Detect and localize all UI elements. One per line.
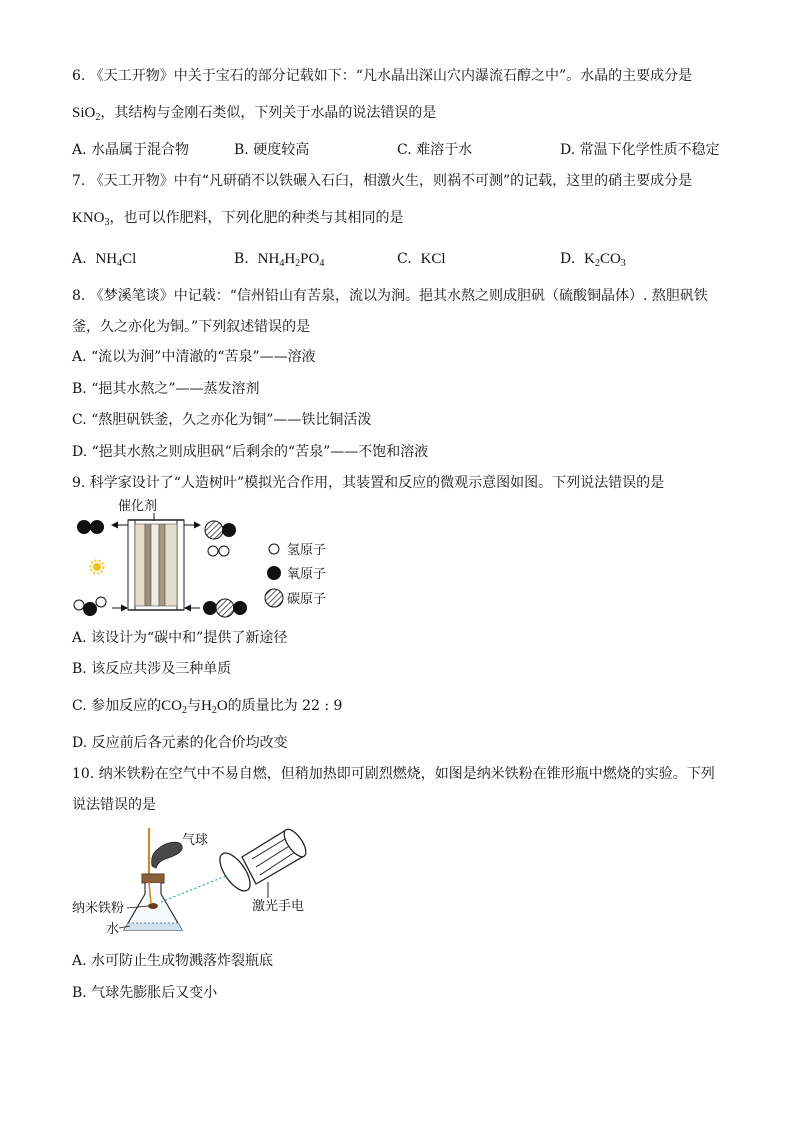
balloon-label: 气球 <box>182 833 209 848</box>
q10-stem-line2: 说法错误的是 <box>72 797 156 813</box>
q6-sio2-formula: SiO$_2$ <box>72 105 101 123</box>
legend-hydrogen-label: 氢原子 <box>287 543 327 558</box>
q9-option-a[interactable]: A. 该设计为“碳中和”提供了新途径 <box>72 630 288 646</box>
q10-option-a[interactable]: A. 水可防止生成物溅落炸裂瓶底 <box>72 953 274 969</box>
q7-option-a[interactable]: A. $NH_4Cl$ <box>72 251 137 269</box>
q9-carbon-dioxide-molecule <box>203 599 247 617</box>
q9-carbon-monoxide-molecule <box>205 521 236 539</box>
q8-option-b[interactable]: B. “挹其水熬之”——蒸发溶剂 <box>72 381 260 397</box>
q7-stem-line2: $KNO_3$，也可以作肥料，下列化肥的种类与其相同的是 <box>72 210 404 228</box>
q9-catalyst-label: 催化剂 <box>118 499 158 514</box>
q8-stem-line1: 8. 《梦溪笔谈》中记载：“信州铅山有苦泉，流以为涧。挹其水熬之则成胆矾（硫酸铜晶体）. 熬胆矾铁 <box>72 288 708 304</box>
legend-carbon-label: 碳原子 <box>287 592 327 607</box>
q8-stem-line2: 釜，久之亦化为铜。”下列叙述错误的是 <box>72 319 311 335</box>
q9-device <box>128 520 184 610</box>
q6-option-b[interactable]: B. 硬度较高 <box>234 142 310 158</box>
balloon-icon <box>152 842 183 868</box>
q9-legend <box>265 543 326 607</box>
q10-stem-line1: 10. 纳米铁粉在空气中不易自燃，但稍加热即可剧烈燃烧，如图是纳米铁粉在锥形瓶中燃烧的实验。下列 <box>72 766 715 782</box>
sun-icon <box>91 561 104 574</box>
q7-stem-line1: 7. 《天工开物》中有“凡研硝不以铁碾入石臼，相激火生，则祸不可测”的记载，这里的硝主要成分是 <box>72 173 693 189</box>
q9-option-c[interactable]: C. 参加反应的$CO_2$与$H_2O$的质量比为 22 : 9 <box>72 698 343 716</box>
q9-artificial-leaf-figure <box>72 494 372 622</box>
legend-oxygen-label: 氧原子 <box>287 567 327 582</box>
q10-option-b[interactable]: B. 气球先膨胀后又变小 <box>72 985 218 1001</box>
q10-experiment-figure <box>72 822 352 942</box>
q9-oxygen-molecule <box>77 520 104 534</box>
nano-iron-label: 纳米铁粉 <box>72 901 125 916</box>
q7-kno3-formula: $KNO_3$ <box>72 210 110 228</box>
q7-option-c[interactable]: C. KCl <box>397 251 446 267</box>
q6-option-a[interactable]: A. 水晶属于混合物 <box>72 142 190 158</box>
q9-option-d[interactable]: D. 反应前后各元素的化合价均改变 <box>72 735 288 751</box>
q9-hydrogen-molecule <box>208 546 229 556</box>
q8-option-a[interactable]: A. “流以为涧”中清澈的“苦泉”——溶液 <box>72 349 316 365</box>
q9-stem: 9. 科学家设计了“人造树叶”模拟光合作用，其装置和反应的微观示意图如图。下列说法错误的是 <box>72 475 665 491</box>
q8-option-c[interactable]: C. “熬胆矾铁釜，久之亦化为铜”——铁比铜活泼 <box>72 412 372 428</box>
water-label: 水 <box>106 922 120 937</box>
q9-water-molecule <box>74 597 106 616</box>
q7-option-d[interactable]: D. $K_2CO_3$ <box>560 251 626 269</box>
q6-stem-line2: SiO$_2$，其结构与金刚石类似，下列关于水晶的说法错误的是 <box>72 105 437 123</box>
q8-option-d[interactable]: D. “挹其水熬之则成胆矾”后剩余的“苦泉”——不饱和溶液 <box>72 444 429 460</box>
q9-option-b[interactable]: B. 该反应共涉及三种单质 <box>72 661 232 677</box>
q7-option-b[interactable]: B. $NH_4H_2PO_4$ <box>234 251 325 269</box>
q6-stem-line1: 6. 《天工开物》中关于宝石的部分记载如下：“凡水晶出深山穴内瀑流石醇之中”。水晶的主要成分是 <box>72 68 693 84</box>
laser-flashlight-label: 激光手电 <box>252 899 305 914</box>
laser-flashlight-icon <box>214 826 310 898</box>
q6-option-c[interactable]: C. 难溶于水 <box>397 142 473 158</box>
q6-option-d[interactable]: D. 常温下化学性质不稳定 <box>560 142 720 158</box>
